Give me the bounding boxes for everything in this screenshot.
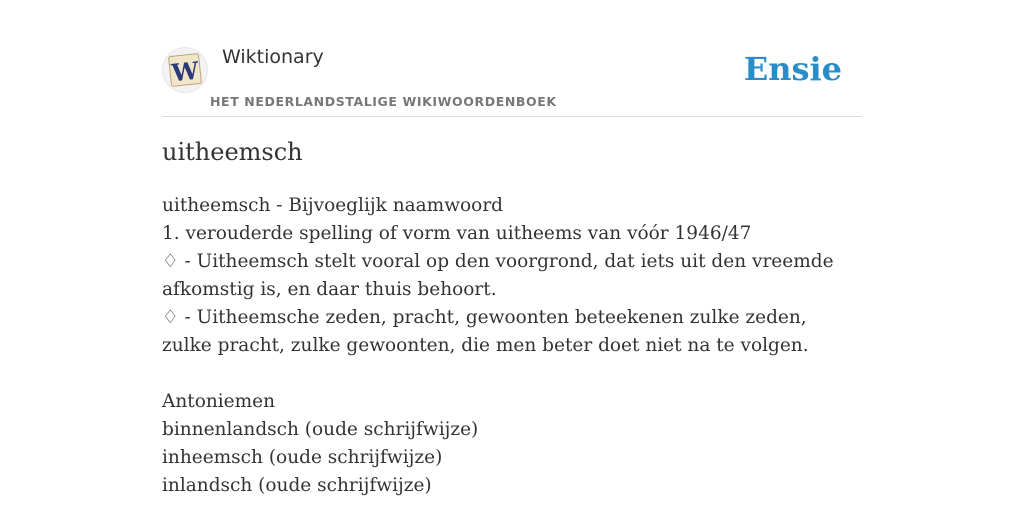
entry-example: ♢ - Uitheemsch stelt vooral op den voorgrond, dat iets uit den vreemde afkomstig is, en daar thuis behoort. xyxy=(162,251,834,300)
site-name[interactable]: Wiktionary xyxy=(222,46,324,68)
site-header xyxy=(162,0,862,117)
wiktionary-logo-icon[interactable] xyxy=(162,47,208,93)
site-tagline: HET NEDERLANDSTALIGE WIKIWOORDENBOEK xyxy=(210,94,557,109)
antonym-item: inheemsch (oude schrijfwijze) xyxy=(162,447,443,468)
antonym-item: inlandsch (oude schrijfwijze) xyxy=(162,475,432,496)
entry-pos-line: uitheemsch - Bijvoeglijk naamwoord xyxy=(162,195,504,216)
svg-text:W: W xyxy=(170,55,201,87)
spacer xyxy=(162,360,862,388)
ensie-brand-link[interactable]: Ensie xyxy=(743,50,842,88)
page-container xyxy=(162,0,862,496)
page-title: uitheemsch xyxy=(162,138,303,166)
entry-example: ♢ - Uitheemsche zeden, pracht, gewoonten beteekenen zulke zeden, zulke pracht, zulke gewoonten, die men beter doet niet na te volgen. xyxy=(162,307,809,356)
entry-definition: 1. verouderde spelling of vorm van uitheems van vóór 1946/47 xyxy=(162,223,752,244)
w-tile-icon xyxy=(168,53,202,87)
antonym-item: binnenlandsch (oude schrijfwijze) xyxy=(162,419,479,440)
entry-content xyxy=(162,192,862,500)
antonyms-heading: Antoniemen xyxy=(162,391,276,412)
